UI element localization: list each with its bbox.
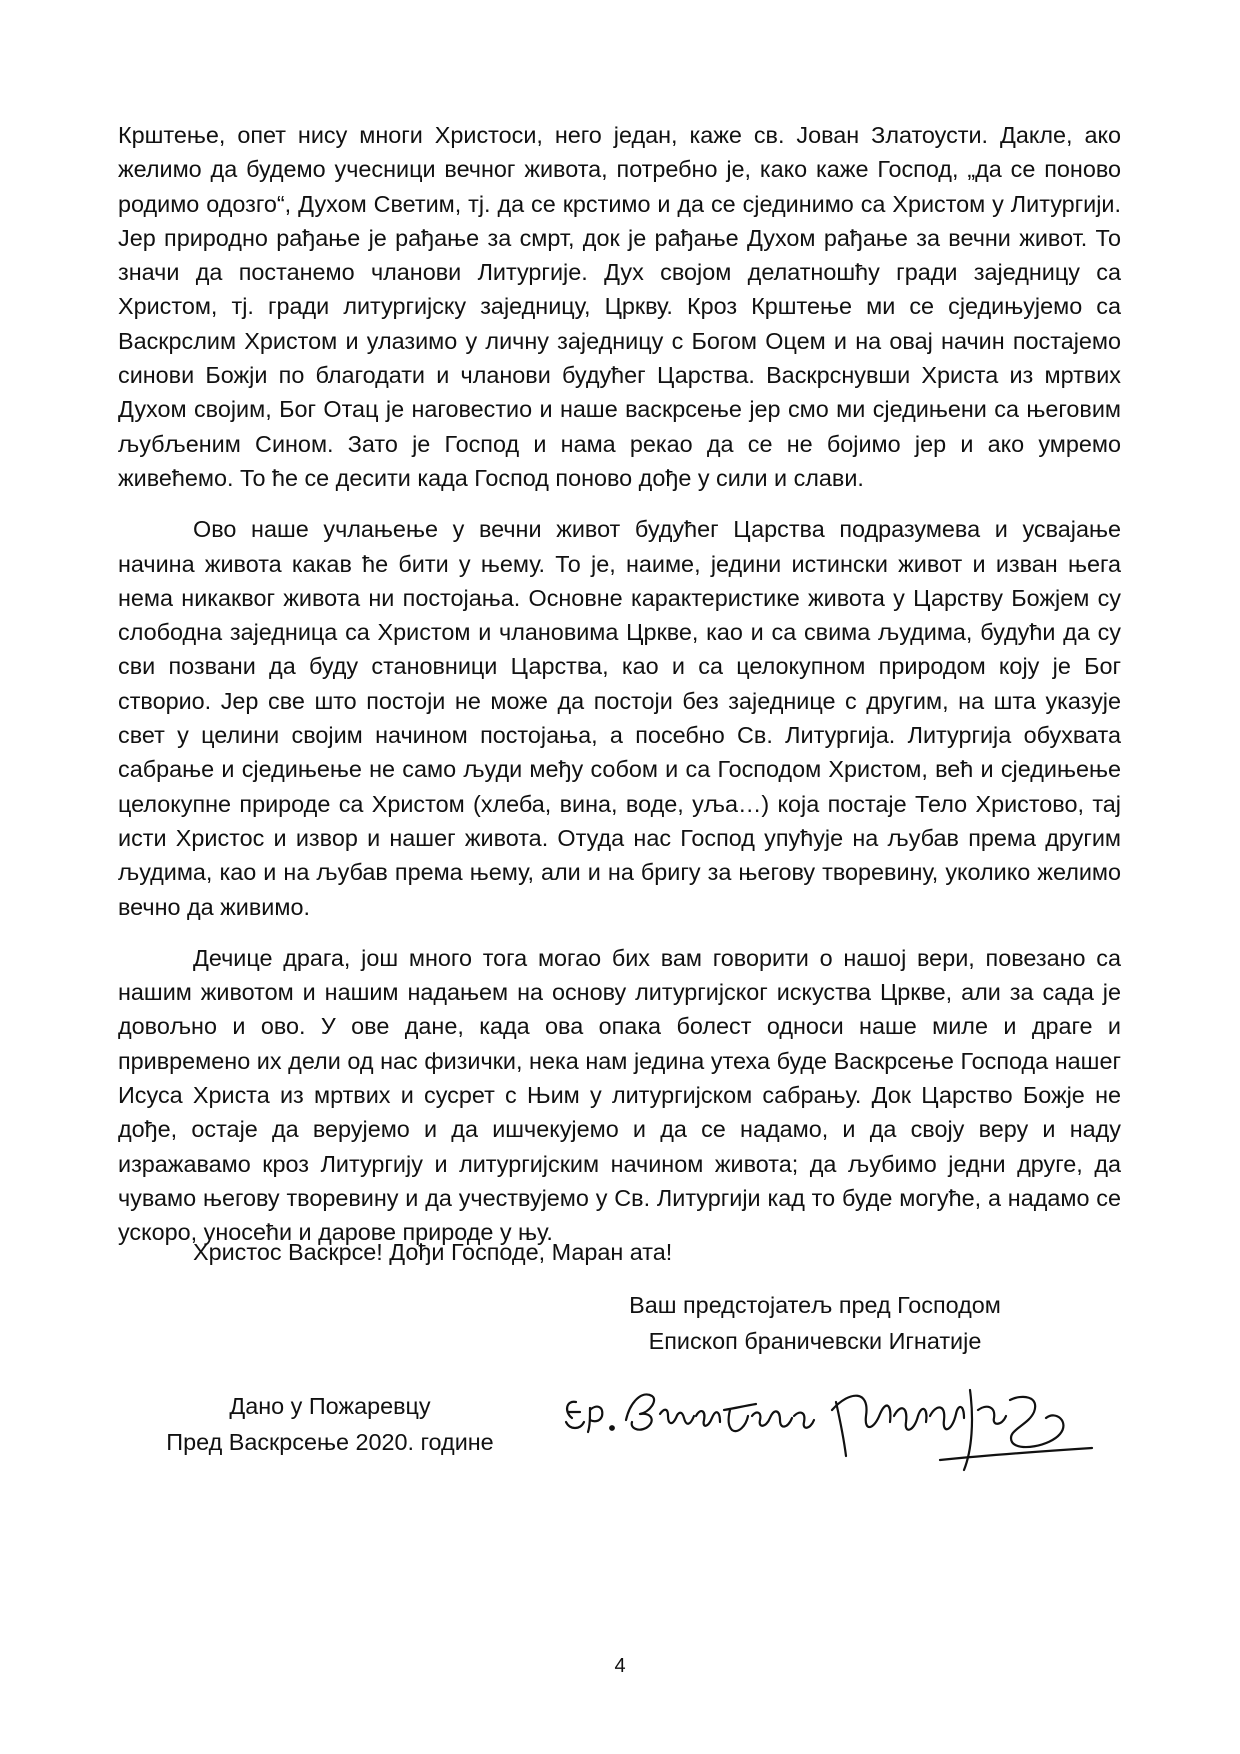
paragraph-2: Ово наше учлањење у вечни живот будућег Царства подразумева и усвајање начина живота какав ће бити у њему. То је, наиме, једини истински живот и изван њега нема никаквог живота ни постојања. Основне карактеристике живота у Царству Божјем су слободна заједница са Христом и члановима Цркве, као и са свима људима, будући да су сви позвани да буду становници Царства, као и са целокупном природом коју је Бог створио. Јер све што постоји не може да постоји без заједнице с другим, на шта указује свет у целини својим начином постојања, а посебно Св. Литургија. Литургија обухвата сабрање и сједињење не само људи међу собом и са Господом Христом, већ и сједињење целокупне природе са Христом (хлеба, вина, воде, уља…) која постаје Тело Христово, тај исти Христос и извор и нашег живота. Отуда нас Господ упућује на љубав према другим људима, као и на љубав према њему, али и на бригу за његову творевину, уколико желимо вечно да живимо. bbox=[118, 516, 1121, 920]
signatory-name: Епископ браничевски Игнатије bbox=[648, 1328, 982, 1354]
page-number: 4 bbox=[614, 1655, 626, 1677]
handwritten-signature bbox=[560, 1360, 1100, 1480]
signatory-block bbox=[590, 1287, 1040, 1359]
place-line: Дано у Пожаревцу bbox=[229, 1393, 431, 1419]
place-date-block bbox=[130, 1388, 530, 1460]
paragraph-1: Крштење, опет нису многи Христоси, него један, каже св. Јован Златоусти. Дакле, ако желимо да будемо учесници вечног живота, потребно је, како каже Господ, „да се поново родимо одозго“, Духом Светим, тј. да се крстимо и да се сјединимо са Христом у Литургији. Јер природно рађање је рађање за смрт, док је рађање Духом рађање за вечни живот. То значи да постанемо чланови Литургије. Дух својом делатношћу гради заједницу са Христом, тј. гради литургијску заједницу, Цркву. Кроз Крштење ми се сједињујемо са Васкрслим Христом и улазимо у личну заједницу с Богом Оцем и на овај начин постајемо синови Божји по благодати и чланови будућег Царства. Васкрснувши Христа из мртвих Духом својим, Бог Отац је наговестио и наше васкрсење јер смо ми сједињени са његовим љубљеним Сином. Зато је Господ и нама рекао да се не бојимо јер и ако умремо живећемо. То ће се десити када Господ поново дође у сили и слави. bbox=[118, 122, 1121, 491]
letter-body bbox=[118, 118, 1121, 1267]
signatory-title: Ваш предстојатељ пред Господом bbox=[629, 1292, 1001, 1318]
paragraph-3: Дечице драга, још много тога могао бих вам говорити о нашој вери, повезано са нашим животом и нашим надањем на основу литургијског искуства Цркве, али за сада је довољно и ово. У ове дане, када ова опака болест односи наше миле и драге и привремено их дели од нас физички, нека нам једина утеха буде Васкрсење Господа нашег Исуса Христа из мртвих и сусрет с Њим у литургијском сабрању. Док Царство Божје не дође, остаје да верујемо и да ишчекујемо и да се надамо, и да своју веру и наду изражавамо кроз Литургију и литургијским начином живота; да љубимо једни друге, да чувамо његову творевину и да учествујемо у Св. Литургији кад то буде могуће, а надамо се ускоро, уносећи и дарове природе у њу. bbox=[118, 944, 1121, 1246]
date-line: Пред Васкрсење 2020. године bbox=[166, 1429, 494, 1455]
closing-greeting: Христос Васкрсе! Дођи Господе, Маран ата! bbox=[193, 1239, 673, 1265]
